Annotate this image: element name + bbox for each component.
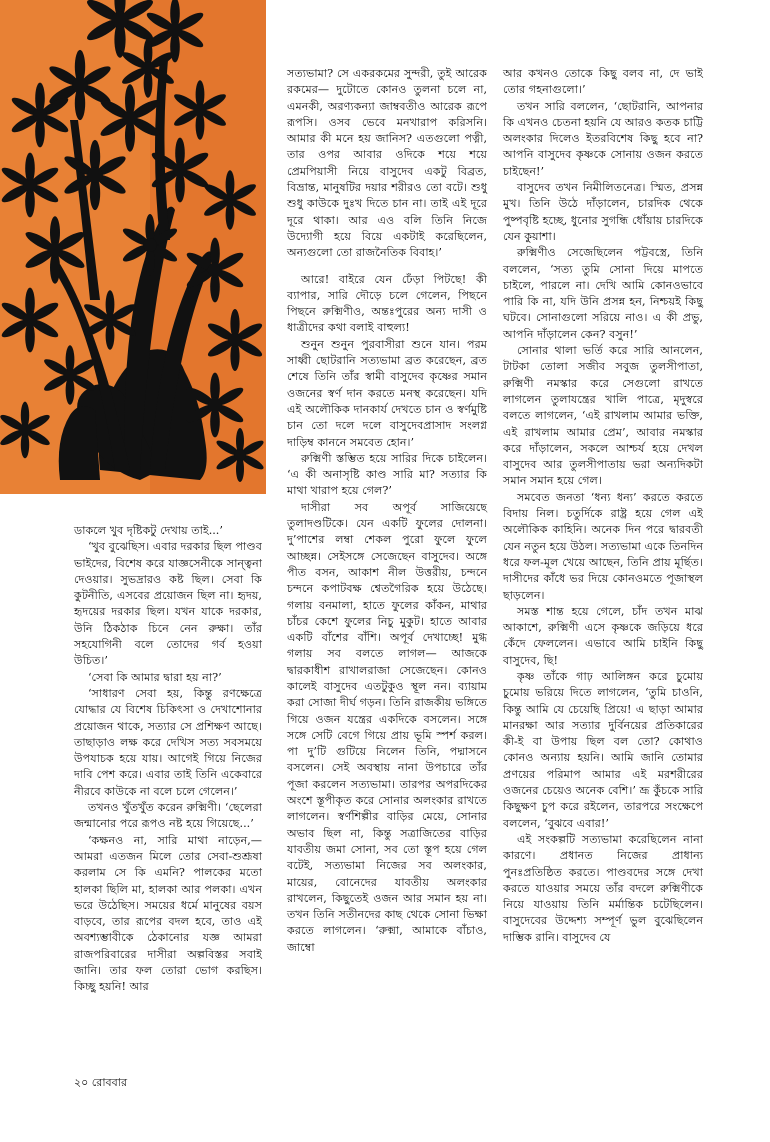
text-column-middle xyxy=(287,66,487,956)
paragraph: বাসুদেব তখন নিমীলিতনেত্র। স্মিত, প্রসন্ন মুখ। তিনি উঠে দাঁড়ালেন, চারদিক থেকে পুষ্পবৃষ্টি হচ্ছে, ধুনোর সুগন্ধি ধোঁয়ায় চারদিকে যেন কুয়াশা। xyxy=(503,181,703,243)
paragraph: তখনও খুঁতখুঁত করেন রুক্মিণী। ‘ছেলেরা জন্মানোর পরে রূপও নষ্ট হয়ে গিয়েছে...’ xyxy=(74,801,262,831)
paragraph: রুক্মিণী স্তম্ভিত হয়ে সারির দিকে চাইলেন। ‘এ কী অনাসৃষ্টি কাণ্ড সারি মা? সত্যার কি মাথা খারাপ হয়ে গেল?’ xyxy=(287,451,487,498)
text-column-left xyxy=(74,523,262,996)
paragraph: সমবেত জনতা ‘ধন্য ধন্য’ করতে করতে বিদায় নিল। চতুর্দিকে রাষ্ট্র হয়ে গেল এই অলৌকিক কাহিনি। অনেক দিন পরে দ্বারবতী যেন নতুন হয়ে উঠল। সত্যভামা একে তিনদিন ধরে ফল-মূল খেয়ে আছেন, তিনি প্রায় মূর্ছিত। দাসীদের কাঁধে ভর দিয়ে কোনওমতে পূজাস্থল ছাড়লেন। xyxy=(503,490,703,602)
paragraph: ‘খুব বুঝেছিস। এবার দরকার ছিল পাণ্ডব ভাইদের, বিশেষ করে যাজ্ঞসেনীকে সান্ত্বনা দেওয়ার। সুভদ্রারও কষ্ট ছিল। সেবা কি কুটনীতি, এসবের প্রয়োজন ছিল না। হৃদয়, হৃদয়ের দরকার ছিল। যখন যাকে দরকার, উনি ঠিকঠাক চিনে নেন রুক্ষা। তাঁর সহযোগিনী বলে তোদের গর্ব হওয়া উচিত।’ xyxy=(74,540,262,668)
text-column-right xyxy=(503,66,703,946)
paragraph: আর কখনও তোকে কিছু বলব না, দে ভাই তোর গহনাগুলো।’ xyxy=(503,67,703,97)
paragraph: সত্যভামা? সে একরকমের সুন্দরী, তুই আরেক রকমের— দুটোতে কোনও তুলনা চলে না, এমনকী, অরণ্যকন্যা জাম্ববতীও আরেক রূপে রূপসি। ওসব ভেবে মনখারাপ করিসনি। আমার কী মনে হয় জানিস? এতগুলো পত্নী, তার ওপর আবার ওদিকে শয়ে শয়ে প্রেমপিয়াসী নিয়ে বাসুদেব একটু বিব্রত, বিভ্রান্ত, মানুষটির দয়ার শরীরও তো বটে। শুধু শুধু কাউকে দুঃখ দিতে চান না। তাই এই দূরে দূরে থাকা। আর এও বলি তিনি নিজে উদ্যোগী হয়ে বিয়ে একটাই করেছিলেন, অন্যগুলো তো রাজনৈতিক বিবাহ।’ xyxy=(287,67,487,260)
page-footer: ২০ রোববার xyxy=(74,1076,127,1089)
paragraph: সোনার থালা ভর্তি করে সারি আনলেন, টাটকা তোলা সজীব সবুজ তুলসীপাতা, রুক্মিণী নমস্কার করে সেগুলো রাখতে লাগলেন তুলাযন্ত্রের খালি পাত্রে, মৃদুস্বরে বলতে লাগলেন, ‘এই রাখলাম আমার ভক্তি, এই রাখলাম আমার প্রেম’, আবার নমস্কার করে দাঁড়ালেন, সকলে আশ্চর্য হয়ে দেখল বাসুদেব আর তুলসীপাতায় ভরা অন্যদিকটা সমান সমান হয়ে গেল। xyxy=(503,344,703,488)
paragraph: তখন সারি বললেন, ‘ছোটরানি, আপনার কি এখনও চেতনা হয়নি যে আরও কতক চাট্টি অলংকার দিলেও ইতরবিশেষ কিছু হবে না? আপনি বাসুদেব কৃষ্ণকে সোনায় ওজন করতে চাইছেন!’ xyxy=(503,99,703,178)
paragraph: কৃষ্ণ তাঁকে গাঢ় আলিঙ্গন করে চুমোয় চুমোয় ভরিয়ে দিতে লাগলেন, ‘তুমি চাওনি, কিন্তু আমি যে চেয়েছি প্রিয়ে! এ ছাড়া আমার মানরক্ষা আর সত্যার দুর্বিনয়ের প্রতিকারের কী-ই বা উপায় ছিল বল তো? কোথাও কোনও অন্যায় হয়নি। আমি জানি তোমার প্রণয়ের পরিমাপ আমার এই মরশরীরের ওজনের চেয়েও অনেক বেশি।’ ভ্রূ কুঁচকে সারি কিছুক্ষণ চুপ করে রইলেন, তারপরে সংক্ষেপে বললেন, ‘বুঝবে এবার!’ xyxy=(503,669,703,830)
illustration-panel xyxy=(0,0,266,494)
paragraph: শুনুন শুনুন পুরবাসীরা শুনে যান। পরম সাধ্বী ছোটরানি সত্যভামা ব্রত করেছেন, ব্রত শেষে তিনি তাঁর স্বামী বাসুদেব কৃষ্ণের সমান ওজনের স্বর্ণ দান করতে মনস্থ করেছেন। যদি এই অলৌকিক দানকার্য দেখতে চান ও স্বর্ণমুষ্টি চান তো দলে দলে বাসুদেবপ্রাসাদ সংলগ্ন দাড়িম্ব কাননে সমবেত হোন।’ xyxy=(287,337,487,449)
paragraph: দাসীরা সব অপূর্ব সাজিয়েছে তুলাদণ্ডটিকে। যেন একটি ফুলের দোলনা। দু’পাশের লম্বা শেকল পুরো ফুলে ফুলে আচ্ছন্ন। সেইসঙ্গে সেজেছেন বাসুদেব। অঙ্গে পীত বসন, আকাশ নীল উত্তরীয়, চন্দনে চন্দনে কপাটবক্ষ শ্বেতগৈরিক হয়ে উঠেছে। গলায় বনমালা, হাতে ফুলের কাঁকন, মাথার চাঁচর কেশে ফুলের নিচু মুকুট। হাতে আবার একটি বাঁশের বাঁশি। অপূর্ব দেখাচ্ছে! মুগ্ধ গলায় সব বলতে লাগল— আজকে দ্বারকাধীশ রাখালরাজা সেজেছেন। কোনও কালেই বাসুদেব এতটুকুও স্থূল নন। ব্যায়াম করা সোজা দীর্ঘ গড়ন। তিনি রাজকীয় ভঙ্গিতে গিয়ে ওজন যন্ত্রের একদিকে বসলেন। সঙ্গে সঙ্গে সেটি বেগে গিয়ে প্রায় ভূমি স্পর্শ করল। পা দু’টি গুটিয়ে নিলেন তিনি, পদ্মাসনে বসলেন। সেই অবস্থায় নানা উপচারে তাঁর পূজা করলেন সত্যভামা। তারপর অপরদিকের অংশে স্তূপীকৃত করে সোনার অলংকার রাখতে লাগলেন। স্বর্ণশিল্পীর বাড়ির মেয়ে, সোনার অভাব ছিল না, কিন্তু সত্রাজিতের বাড়ির যাবতীয় জমা সোনা, সব তো স্তূপ হয়ে গেল বটেই, সত্যভামা নিজের সব অলংকার, মায়ের, বোনেদের যাবতীয় অলংকার রাখলেন, কিছুতেই ওজন আর সমান হয় না। তখন তিনি সতীনদের কাছ থেকে সোনা ভিক্ষা করতে লাগলেন। ‘রুক্মা, আমাকে বাঁচাও, জাম্বো xyxy=(287,500,487,954)
paragraph: ডাকলে খুব দৃষ্টিকটু দেখায় তাই...’ xyxy=(74,524,223,537)
paragraph: ‘সেবা কি আমার দ্বারা হয় না?’ xyxy=(88,670,222,684)
paragraph: আরে! বাইরে যেন ঢেঁড়া পিটছে! কী ব্যাপার, সারি দৌড়ে চলে গেলেন, পিছনে পিছনে রুক্মিণীও, অন্তঃপুরের অন্য দাসী ও ধাত্রীদের কথা বলাই বাহুল্য! xyxy=(287,272,487,335)
paragraph: ‘সাধারণ সেবা হয়, কিন্তু রণক্ষেত্রে যোদ্ধার যে বিশেষ চিকিৎসা ও দেখাশোনার প্রয়োজন থাকে, সত্যার সে প্রশিক্ষণ আছে। তাছাড়াও লক্ষ করে দেখিস সত্য সবসময়ে উপযাচক হয়ে যায়। আগেই গিয়ে নিজের দাবি পেশ করে। এবার তাই তিনি একেবারে নীরবে কাউকে না বলে চলে গেলেন।’ xyxy=(74,686,262,798)
paragraph: ‘কক্ষনও না, সারি মাথা নাড়েন,— আমরা এতজন মিলে তোর সেবা-শুশ্রূষা করলাম সে কি এমনি? পালকের মতো হালকা ছিলি মা, হালকা আর পলকা। এখন ভরে উঠেছিস। সময়ের ধর্মে মানুষের বয়স বাড়বে, তার রূপের বদল হবে, তাও এই অবশ্যম্ভাবীকে ঠেকানোর যজ্ঞ আমরা রাজপরিবারের দাসীরা অল্পবিস্তর সবাই জানি। তার ফল তোরা ভোগ করছিস। কিচ্ছু হয়নি! আর xyxy=(74,833,262,994)
paragraph: এই সংকল্পটি সত্যভামা করেছিলেন নানা কারণে। প্রধানত নিজের প্রাধান্য পুনঃপ্রতিষ্ঠিত করতে। পাণ্ডবদের সঙ্গে দেখা করতে যাওয়ার সময়ে তাঁর বদলে রুক্মিণীকে নিয়ে যাওয়ায় তিনি মর্মান্তিক চটেছিলেন। বাসুদেবের উদ্দেশ্য সম্পূর্ণ ভুল বুঝেছিলেন দাম্ভিক রানি। বাসুদেব যে xyxy=(503,832,703,944)
flower-silhouette-illustration xyxy=(0,0,266,494)
paragraph: সমস্ত শান্ত হয়ে গেলে, চাঁদ তখন মাঝ আকাশে, রুক্মিণী এসে কৃষ্ণকে জড়িয়ে ধরে কেঁদে ফেললেন। এভাবে আমি চাইনি কিছু বাসুদেব, ছি! xyxy=(503,604,703,667)
paragraph: রুক্মিণীও সেজেছিলেন পট্টবস্ত্রে, তিনি বললেন, ‘সত্য তুমি সোনা দিয়ে মাপতে চাইলে, পারলে না। দেখি আমি কোনওভাবে পারি কি না, যদি উনি প্রসন্ন হন, নিশ্চয়ই কিছু ঘটবে। সোনাগুলো সরিয়ে নাও। এ কী প্রভু, আপনি দাঁড়ালেন কেন? বসুন!’ xyxy=(503,246,703,341)
